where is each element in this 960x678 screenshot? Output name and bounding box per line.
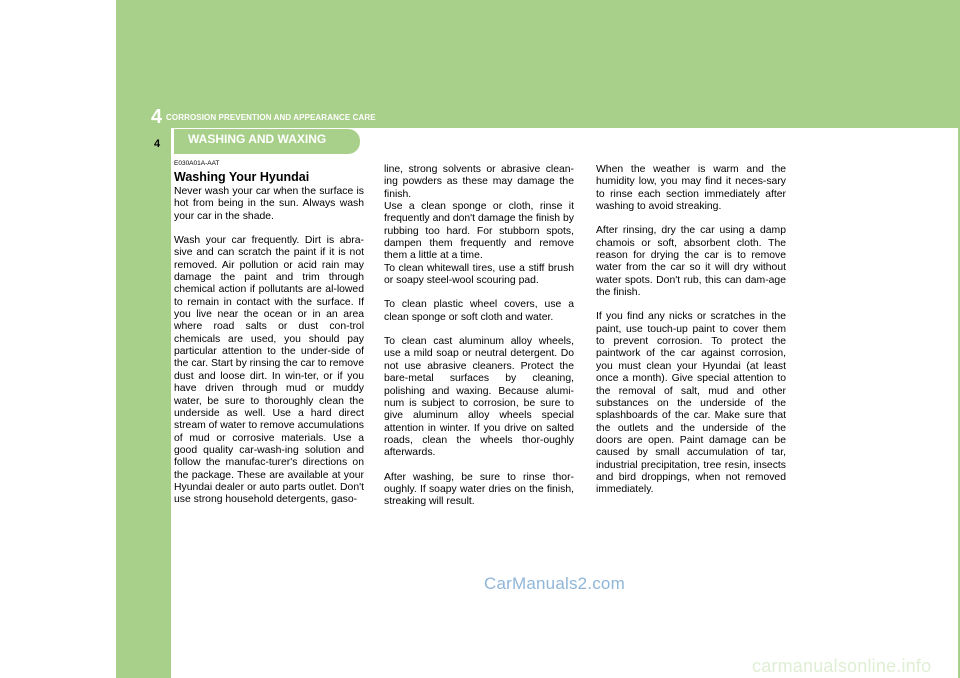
text-column-2: [384, 164, 574, 521]
paragraph: line, strong solvents or abrasive clean-ing powders as these may damage the finish.: [384, 164, 574, 200]
text-column-3: [596, 164, 786, 509]
paragraph: After rinsing, dry the car using a damp chamois or soft, absorbent cloth. The reason for drying the car is to remove water from the car so it will dry without water spots. Don't rub, this can dam-age the finish.: [596, 225, 786, 299]
paragraph: Never wash your car when the surface is hot from being in the sun. Always wash your car in the shade.: [174, 186, 364, 222]
paragraph: Use a clean sponge or cloth, rinse it frequently and don't damage the finish by rubbing too hard. For stubborn spots, dampen them frequently and remove them a little at a time.: [384, 201, 574, 262]
paragraph: When the weather is warm and the humidity low, you may find it neces-sary to rinse each section immediately after washing to avoid streaking.: [596, 164, 786, 213]
paragraph: If you find any nicks or scratches in the paint, use touch-up paint to cover them to prevent corrosion. To protect the paintwork of the car against corrosion, you must clean your Hyundai (at least once a month). Give special attention to the removal of salt, mud and other substances on the underside of the splashboards of the car. Make sure that the outlets and the underside of the doors are open. Paint damage can be caused by small accumulation of tar, industrial precipitation, tree resin, insects and bird droppings, when not removed immediately.: [596, 311, 786, 496]
subheading: Washing Your Hyundai: [174, 170, 310, 184]
watermark-carmanualsonline[interactable]: carmanualsonline.info: [752, 656, 932, 676]
text-column-1: [174, 160, 364, 519]
paragraph: To clean whitewall tires, use a stiff brush or soapy steel-wool scouring pad.: [384, 262, 574, 287]
section-code: E030A01A-AAT: [174, 160, 220, 167]
paragraph: Wash your car frequently. Dirt is abra-sive and can scratch the paint if it is not removed. Air pollution or acid rain may damage the paint and trim through chemical action if pollutants are al-lowed to remain in contact with the surface. If you live near the ocean or in an area where road salts or dust con-trol chemicals are used, you should pay particular attention to the under-side of the car. Start by rinsing the car to remove dust and loose dirt. In win-ter, or if you have driven through mud or muddy water, be sure to thoroughly clean the underside as well. Use a hard direct stream of water to remove accumulations of mud or corrosive materials. Use a good quality car-wash-ing solution and follow the manufac-turer's directions on the package. These are available at your Hyundai dealer or auto parts outlet. Don't use strong household detergents, gaso-: [174, 235, 365, 506]
section-title: WASHING AND WAXING: [188, 132, 327, 146]
paragraph: To clean cast aluminum alloy wheels, use a mild soap or neutral detergent. Do not use abrasive cleaners. Protect the bare-metal surfaces by cleaning, polishing and waxing. Because alumi-num is subject to corrosion, be sure to give aluminum alloy wheels special attention in winter. If you drive on salted roads, clean the wheels thor-oughly afterwards.: [384, 336, 574, 459]
paragraph: After washing, be sure to rinse thor-oughly. If soapy water dries on the finish, streaking will result.: [384, 471, 574, 508]
chapter-number: 4: [151, 106, 163, 128]
watermark-carmanuals2[interactable]: CarManuals2.com: [484, 574, 625, 593]
paragraph: To clean plastic wheel covers, use a clean sponge or soft cloth and water.: [384, 299, 574, 323]
header-band: [116, 0, 960, 128]
chapter-title: CORROSION PREVENTION AND APPEARANCE CARE: [166, 113, 376, 122]
page-number: 4: [154, 138, 161, 150]
